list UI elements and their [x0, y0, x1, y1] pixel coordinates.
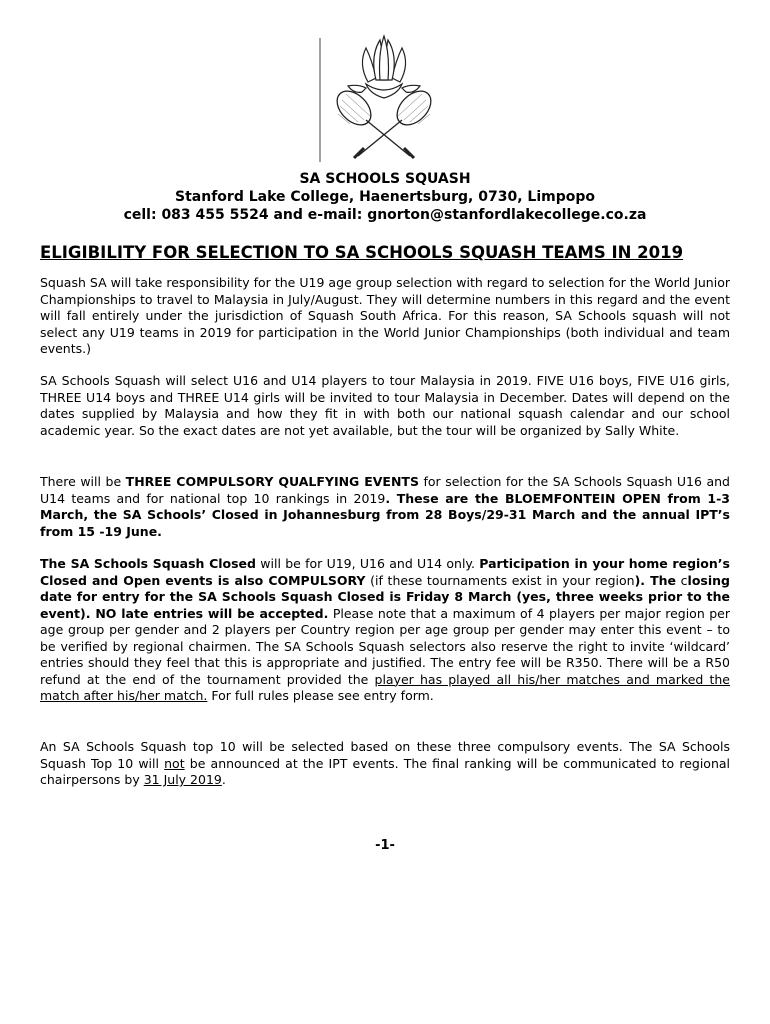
org-contact: cell: 083 455 5524 and e-mail: gnorton@stanfordlakecollege.co.za	[123, 207, 647, 223]
text: There will be	[40, 474, 126, 489]
text: (if these tournaments exist in your region	[365, 572, 635, 588]
text: An SA Schools Squash top 10 will be selected based on these three compulsory events. The SA Schools Squash Top 10 will	[40, 739, 730, 771]
text: Please note that a maximum of 4 players per major region per age group per gender and 2 players per Country region per age group per gender may enter this event – to be verified by regional chairmen. The SA Schools Squash selectors also reserve the right to invite ‘wildcard’ entries should they feel that this is appropriate and justified. The entry fee will be R350. There will be a R50 refund at the end of the tournament provided the	[40, 605, 730, 687]
letterhead	[0, 170, 770, 224]
paragraph-schools-closed	[40, 556, 730, 705]
text: for selection for the SA Schools Squash U16 and U14 teams and for national top 10 rankings in 2019	[40, 474, 730, 506]
closed-emphasis: The SA Schools Squash Closed	[40, 556, 256, 571]
events-list-emphasis: . These are the BLOEMFONTEIN OPEN from 1-3 March, the SA Schools’ Closed in Johannesburg from 28 Boys/29-31 March and the annual IPT’s from 15 -19 June.	[40, 490, 730, 539]
compulsory-emphasis: Participation in your home region’s Closed and Open events is also COMPULSORY	[40, 556, 730, 588]
not-emphasis: not	[164, 755, 185, 771]
paragraph-u19: Squash SA will take responsibility for the U19 age group selection with regard to selection for the World Junior Championships to travel to Malaysia in July/August. They will determine numbers in this regard and the event will fall entirely under the jurisdiction of Squash South Africa. For this reason, SA Schools squash will not select any U19 teams in 2019 for participation in the World Junior Championships (both individual and team events.)	[40, 275, 730, 356]
closing-date-emphasis: losing date for entry for the SA Schools Squash Closed is Friday 8 March (yes, three weeks prior to the event). NO late entries will be accepted.	[40, 572, 730, 621]
text: .	[221, 772, 226, 787]
text: will be for U19, U16 and U14 only.	[255, 556, 480, 571]
protea-crossed-rackets-icon	[318, 34, 450, 164]
paragraph-top10	[40, 739, 730, 789]
paragraph-malaysia-tour: SA Schools Squash will select U16 and U14 players to tour Malaysia in 2019. FIVE U16 boys, FIVE U16 girls, THREE U14 boys and THREE U14 girls will be invited to tour Malaysia in December. Dates will depend on the dates supplied by Malaysia and how they fit in with both our national squash calendar and our school academic year. So the exact dates are not yet available, but the tour will be organized by Sally White.	[40, 373, 730, 438]
text: For full rules please see entry form.	[207, 688, 434, 703]
page-number: -1-	[375, 838, 395, 853]
ranking-date: 31 July 2019	[143, 772, 222, 787]
org-address: Stanford Lake College, Haenertsburg, 0730, Limpopo	[175, 189, 595, 205]
text: c	[675, 572, 688, 588]
org-name: SA SCHOOLS SQUASH	[299, 171, 471, 187]
refund-condition: player has played all his/her matches and marked the match after his/her match.	[40, 671, 730, 703]
document-title: ELIGIBILITY FOR SELECTION TO SA SCHOOLS SQUASH TEAMS IN 2019	[40, 243, 684, 262]
paragraph-qualifying-events	[40, 474, 730, 540]
qualifying-events-emphasis: THREE COMPULSORY QUALFYING EVENTS	[125, 474, 419, 489]
text-bold: ). The	[634, 572, 676, 588]
text: be announced at the IPT events. The final ranking will be communicated to regional chairpersons by	[40, 755, 731, 787]
